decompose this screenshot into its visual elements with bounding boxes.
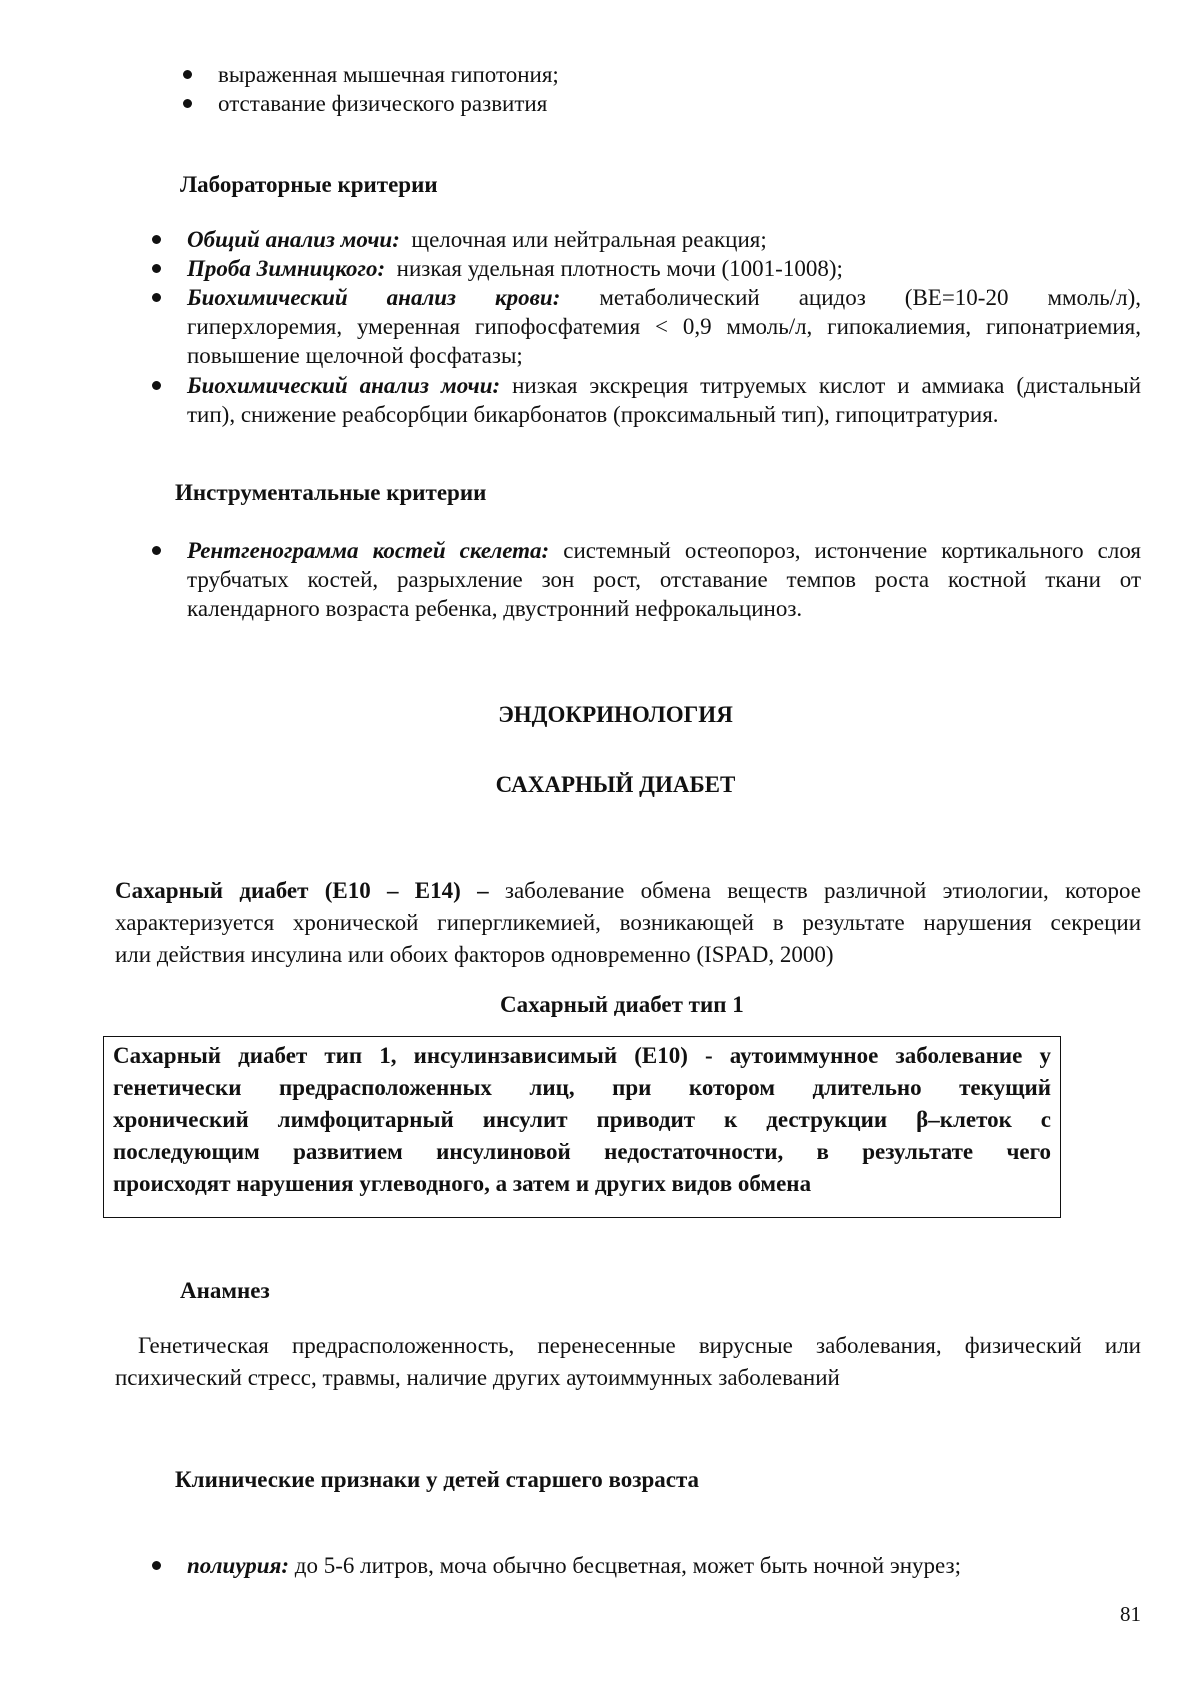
item-text: гиперхлоремия, умеренная гипофосфатемия < 0,9 ммоль/л, гипокалиемия, гипонатриемия, [187, 314, 1141, 339]
bullet-icon [152, 1561, 161, 1570]
list-item [187, 283, 1141, 312]
item-text: повышение щелочной фосфатазы; [187, 343, 523, 368]
anamnesis-text: Генетическая предрасположенность, перенесенные вирусные заболевания, физический или [138, 1333, 1141, 1358]
definition-text: или действия инсулина или обоих факторов одновременно (ISPAD, 2000) [115, 942, 834, 967]
box-line: хронический лимфоцитарный инсулит приводит к деструкции β–клеток с [113, 1107, 1051, 1132]
definition-paragraph [115, 876, 1141, 905]
item-text: низкая экскреция титруемых кислот и аммиака (дистальный [512, 373, 1142, 398]
list-item [187, 371, 1141, 400]
box-line: Сахарный диабет тип 1, инсулинзависимый (Е10) - аутоиммунное заболевание у [113, 1043, 1051, 1068]
list-item [187, 536, 1141, 565]
term: Общий анализ мочи: [187, 227, 400, 252]
bullet-icon [152, 293, 161, 302]
lab-criteria-heading: Лабораторные критерии [180, 172, 438, 197]
item-text: щелочная или нейтральная реакция; [411, 227, 767, 252]
item-text: календарного возраста ребенка, двустронний нефрокальциноз. [187, 596, 803, 621]
item-text: системный остеопороз, истончение кортикального слоя [563, 538, 1142, 563]
item-text: метаболический ацидоз (BE=10-20 ммоль/л), [599, 285, 1141, 310]
bullet-icon [183, 99, 192, 108]
bullet-icon [183, 70, 192, 79]
box-line: происходят нарушения углеводного, а затем и других видов обмена [113, 1171, 812, 1196]
clinical-heading: Клинические признаки у детей старшего возраста [175, 1467, 700, 1492]
term: полиурия: [187, 1553, 290, 1578]
item-text: до 5-6 литров, моча обычно бесцветная, может быть ночной энурез; [294, 1553, 961, 1578]
list-item [187, 1551, 961, 1580]
bullet-icon [152, 546, 161, 555]
type1-heading: Сахарный диабет тип 1 [500, 992, 744, 1017]
list-item [187, 225, 767, 254]
definition-text: заболевание обмена веществ различной этиологии, которое [504, 878, 1142, 903]
term: Рентгенограмма костей скелета: [187, 538, 550, 563]
bullet-icon [152, 235, 161, 244]
term: Биохимический анализ мочи: [187, 373, 501, 398]
term: Биохимический анализ крови: [187, 285, 561, 310]
item-text: тип), снижение реабсорбции бикарбонатов (проксимальный тип), гипоцитратурия. [187, 402, 999, 427]
bullet-icon [152, 264, 161, 273]
instrumental-criteria-heading: Инструментальные критерии [175, 480, 487, 505]
box-line: последующим развитием инсулиновой недостаточности, в результате чего [113, 1139, 1051, 1164]
section-title: ЭНДОКРИНОЛОГИЯ [498, 702, 733, 727]
anamnesis-heading: Анамнез [180, 1278, 270, 1303]
list-item: отставание физического развития [218, 91, 548, 116]
definition-text: характеризуется хронической гипергликемией, возникающей в результате нарушения секреции [115, 910, 1141, 935]
anamnesis-text: психический стресс, травмы, наличие других аутоиммунных заболеваний [115, 1365, 840, 1390]
item-text: трубчатых костей, разрыхление зон рост, отставание темпов роста костной ткани от [187, 567, 1141, 592]
list-item: выраженная мышечная гипотония; [218, 62, 559, 87]
bullet-icon [152, 381, 161, 390]
page-number: 81 [1120, 1602, 1141, 1626]
subsection-title: САХАРНЫЙ ДИАБЕТ [495, 772, 736, 797]
list-item [187, 254, 843, 283]
term: Проба Зимницкого: [187, 256, 386, 281]
definition-term: Сахарный диабет (Е10 – Е14) – [115, 878, 489, 903]
box-line: генетически предрасположенных лиц, при котором длительно текущий [113, 1075, 1051, 1100]
item-text: низкая удельная плотность мочи (1001-1008); [396, 256, 843, 281]
